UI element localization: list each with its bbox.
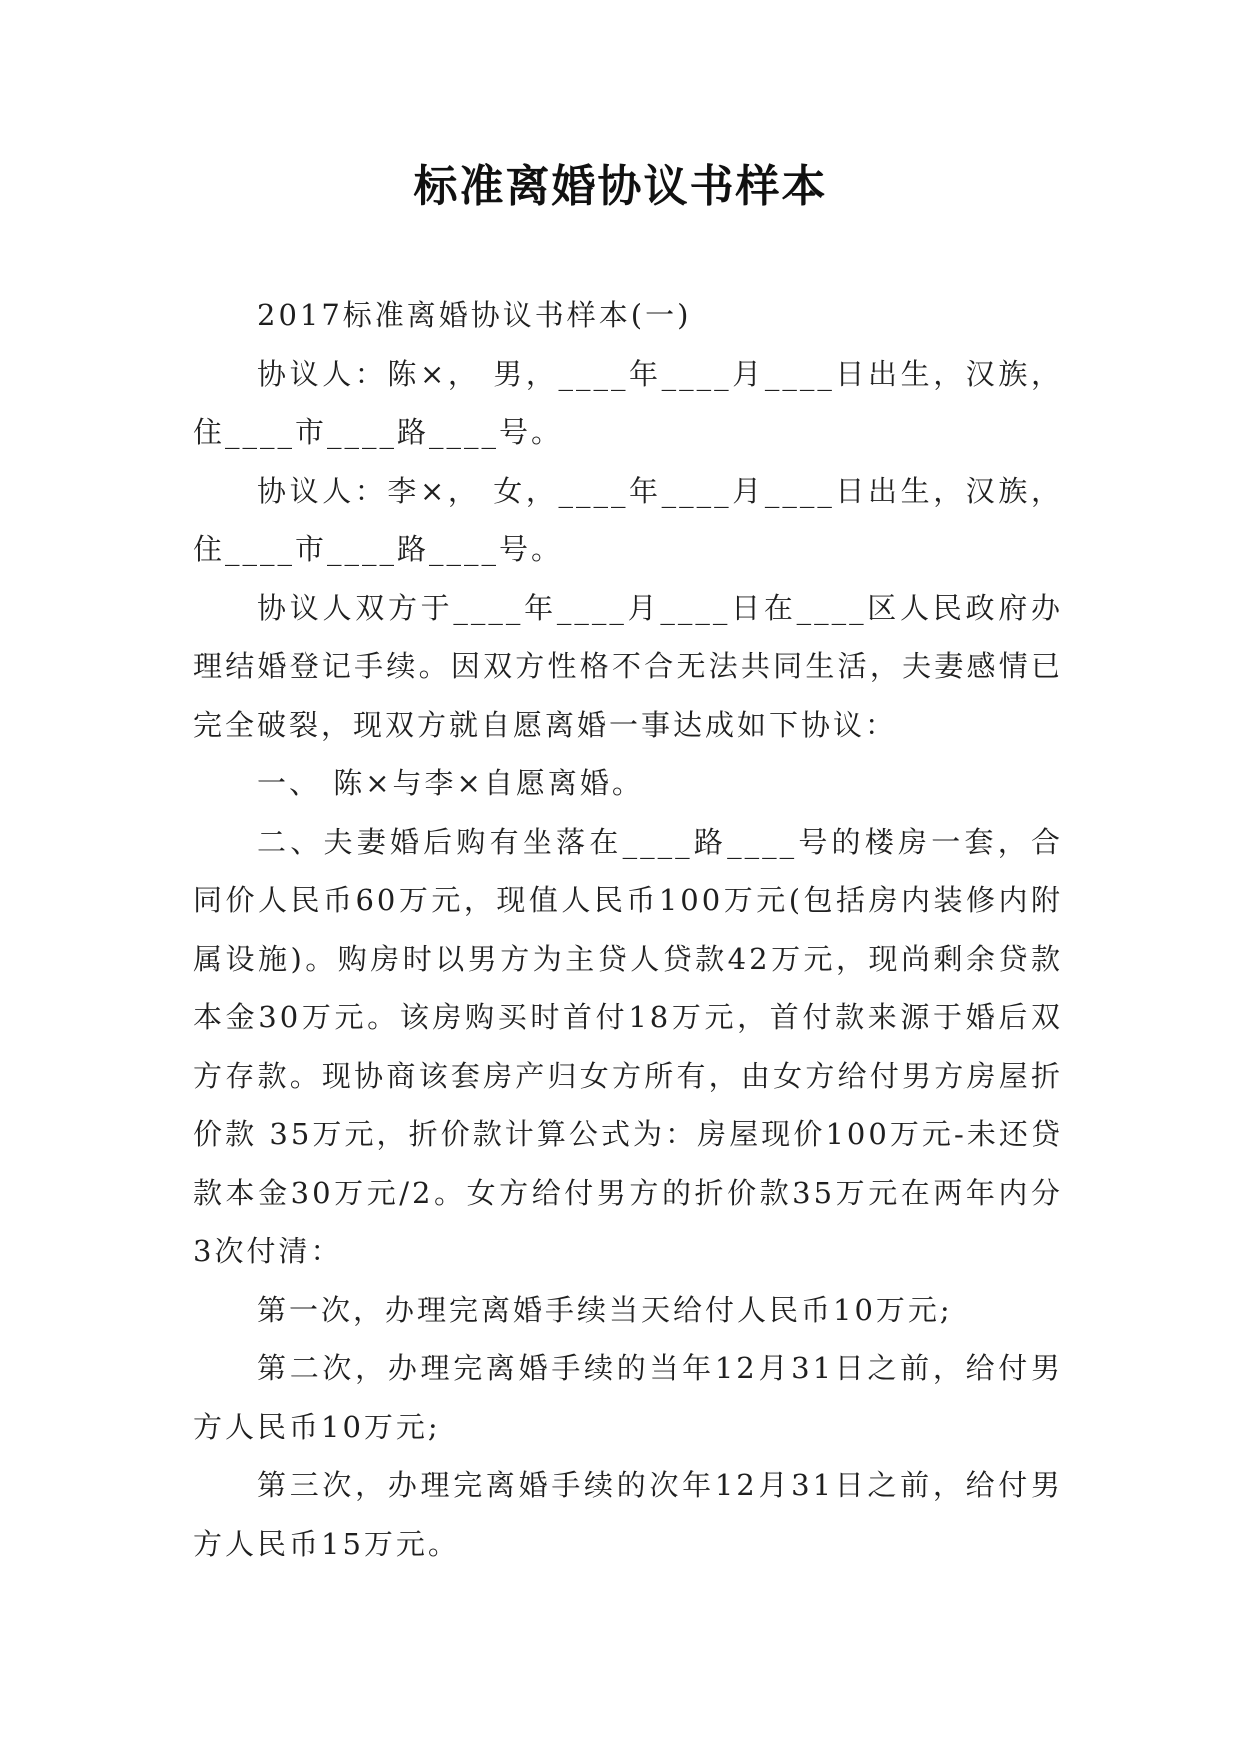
- paragraph-payment-2: 第二次，办理完离婚手续的当年12月31日之前，给付男方人民币10万元;: [193, 1351, 1063, 1444]
- paragraph-preamble: 协议人双方于____年____月____日在____区人民政府办理结婚登记手续。因双方性格不合无法共同生活，夫妻感情已完全破裂，现双方就自愿离婚一事达成如下协议：: [193, 590, 1063, 742]
- paragraph-payment-3: 第三次，办理完离婚手续的次年12月31日之前，给付男方人民币15万元。: [193, 1468, 1063, 1561]
- paragraph-party-male: 协议人：陈×， 男，____年____月____日出生，汉族，住____市____路____号。: [193, 356, 1063, 449]
- paragraph-subtitle: 2017标准离婚协议书样本(一): [257, 298, 692, 332]
- document-body: [193, 286, 1063, 1573]
- paragraph-party-female: 协议人：李×， 女，____年____月____日出生，汉族，住____市____路____号。: [193, 473, 1063, 566]
- document-title: 标准离婚协议书样本: [413, 161, 828, 212]
- paragraph-clause-1: 一、 陈×与李×自愿离婚。: [257, 766, 644, 800]
- paragraph-payment-1: 第一次，办理完离婚手续当天给付人民币10万元;: [257, 1292, 953, 1327]
- paragraph-clause-2: 二、夫妻婚后购有坐落在____路____号的楼房一套，合同价人民币60万元，现值人民币100万元(包括房内装修内附属设施)。购房时以男方为主贷人贷款42万元，现尚剩余贷款本金30万元。该房购买时首付18万元，首付款来源于婚后双方存款。现协商该套房产归女方所有，由女方给付男方房屋折价款 35万元，折价款计算公式为：房屋现价100万元-未还贷款本金30万元/2。女方给付男方的折价款35万元在两年内分3次付清：: [193, 824, 1063, 1268]
